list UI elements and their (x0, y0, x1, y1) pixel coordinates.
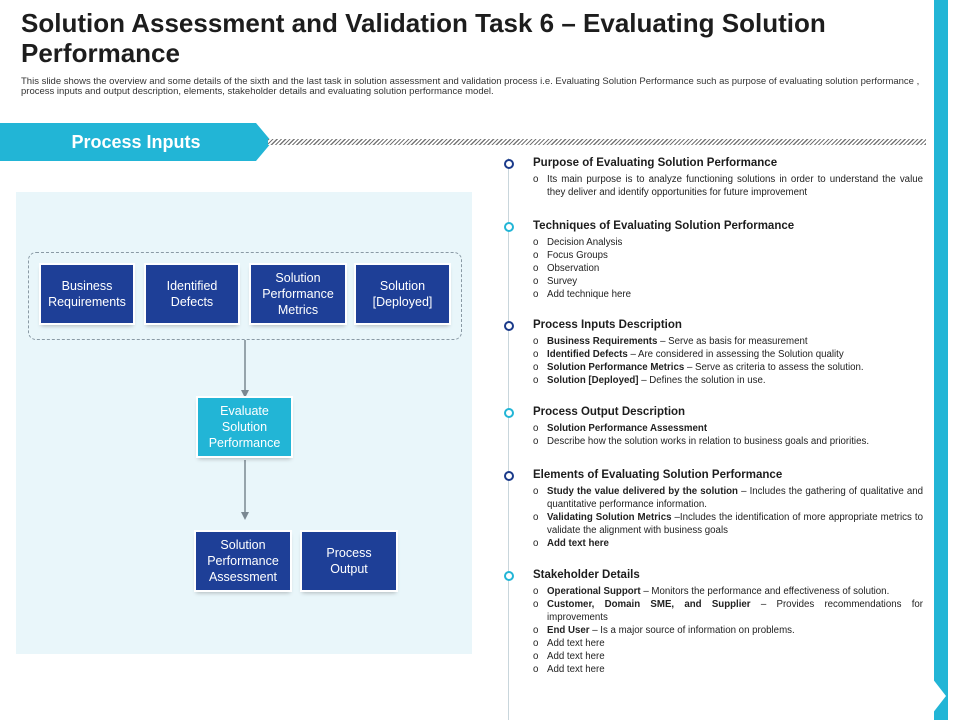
list-item (533, 275, 923, 288)
list-item (533, 422, 923, 435)
list-item (533, 650, 923, 663)
circle-bullet-icon: o (533, 586, 539, 597)
section-heading: Process Output Description (533, 406, 686, 418)
item-bold-text: Solution Performance Metrics (547, 362, 685, 373)
list-item (533, 374, 923, 387)
item-text: Its main purpose is to analyze functioning solutions in order to understand the value they deliver and identify opportunities for future improvement (547, 174, 923, 198)
item-bold-text: End User (547, 625, 590, 636)
item-text: – Provides recommendations for improvements (547, 599, 923, 623)
section-heading: Elements of Evaluating Solution Performance (533, 469, 783, 481)
item-text: Describe how the solution works in relation to business goals and priorities. (547, 436, 870, 447)
list-item (533, 485, 923, 511)
circle-bullet-icon: o (533, 599, 539, 610)
list-item (533, 262, 923, 275)
circle-bullet-icon: o (533, 538, 539, 549)
section-heading: Techniques of Evaluating Solution Performance (533, 220, 795, 232)
item-text: –Includes the identification of more appropriate metrics to validate the alignment with business goals (547, 512, 923, 536)
item-bold-text: Study the value delivered by the solution (547, 486, 738, 497)
output-box-process-output: Process Output (302, 532, 396, 590)
circle-bullet-icon: o (533, 263, 539, 274)
list-item (533, 637, 923, 650)
item-text: – Serve as basis for measurement (657, 336, 808, 347)
list-item (533, 236, 923, 249)
section-list (533, 236, 923, 301)
item-bold-text: Validating Solution Metrics (547, 512, 672, 523)
page-title: Solution Assessment and Validation Task 6 – Evaluating Solution Performance (21, 8, 826, 68)
item-text: – Includes the gathering of qualitative and quantitative performance information. (547, 486, 923, 510)
timeline-line (508, 158, 509, 720)
section-bullet-icon (504, 321, 514, 331)
process-box-evaluate-solution-performance: Evaluate Solution Performance (198, 398, 291, 456)
circle-bullet-icon: o (533, 486, 539, 497)
item-bold-text: Identified Defects (547, 349, 628, 360)
item-text: Add text here (547, 651, 605, 662)
item-text: Observation (547, 263, 600, 274)
list-item (533, 585, 923, 598)
list-item (533, 511, 923, 537)
circle-bullet-icon: o (533, 174, 539, 185)
list-item (533, 173, 923, 199)
input-box-identified-defects: Identified Defects (146, 265, 238, 323)
section-list (533, 585, 923, 676)
circle-bullet-icon: o (533, 375, 539, 386)
circle-bullet-icon: o (533, 349, 539, 360)
item-bold-text: Business Requirements (547, 336, 658, 347)
banner-label: Process Inputs (71, 132, 201, 152)
circle-bullet-icon: o (533, 664, 539, 675)
section-bullet-icon (504, 408, 514, 418)
item-text: Survey (547, 276, 578, 287)
item-text: Decision Analysis (547, 237, 623, 248)
list-item (533, 663, 923, 676)
item-bold-text: Solution Performance Assessment (547, 423, 708, 434)
section-bullet-icon (504, 222, 514, 232)
circle-bullet-icon: o (533, 336, 539, 347)
section-list (533, 173, 923, 199)
list-item (533, 624, 923, 637)
item-text: – Defines the solution in use. (638, 375, 766, 386)
input-box-solution-performance-metrics: Solution Performance Metrics (251, 265, 345, 323)
section-bullet-icon (504, 471, 514, 481)
item-text: Focus Groups (547, 250, 608, 261)
list-item (533, 537, 923, 550)
circle-bullet-icon: o (533, 250, 539, 261)
item-text: Add text here (547, 638, 605, 649)
circle-bullet-icon: o (533, 651, 539, 662)
item-bold-text: Solution [Deployed] (547, 375, 639, 386)
section-list (533, 485, 923, 550)
item-text: – Serve as criteria to assess the solution. (684, 362, 864, 373)
circle-bullet-icon: o (533, 289, 539, 300)
item-text: – Are considered in assessing the Solution quality (627, 349, 844, 360)
output-box-solution-performance-assessment: Solution Performance Assessment (196, 532, 290, 590)
circle-bullet-icon: o (533, 362, 539, 373)
page-subtitle: This slide shows the overview and some details of the sixth and the last task in solution assessment and validation process i.e. Evaluating Solution Performance such as purpose of evaluating solution performance , process inputs and output description, elements, stakeholder details and evaluating solution performance model. (21, 76, 920, 97)
item-text: – Is a major source of information on problems. (589, 625, 795, 636)
section-bullet-icon (504, 571, 514, 581)
item-text: Add text here (547, 664, 605, 675)
circle-bullet-icon: o (533, 237, 539, 248)
item-bold-text: Operational Support (547, 586, 641, 597)
section-heading: Purpose of Evaluating Solution Performance (533, 157, 778, 169)
circle-bullet-icon: o (533, 436, 539, 447)
list-item (533, 598, 923, 624)
section-list (533, 335, 923, 387)
section-heading: Stakeholder Details (533, 569, 640, 581)
input-box-solution-deployed: Solution [Deployed] (356, 265, 449, 323)
circle-bullet-icon: o (533, 625, 539, 636)
list-item (533, 348, 923, 361)
list-item (533, 335, 923, 348)
section-bullet-icon (504, 159, 514, 169)
item-text: – Monitors the performance and effectiveness of solution. (640, 586, 890, 597)
circle-bullet-icon: o (533, 512, 539, 523)
circle-bullet-icon: o (533, 276, 539, 287)
circle-bullet-icon: o (533, 423, 539, 434)
list-item (533, 288, 923, 301)
list-item (533, 361, 923, 374)
item-bold-text: Add text here (547, 538, 609, 549)
item-text: Add technique here (547, 289, 632, 300)
input-box-business-requirements: Business Requirements (41, 265, 133, 323)
section-list (533, 422, 923, 448)
circle-bullet-icon: o (533, 638, 539, 649)
section-heading: Process Inputs Description (533, 319, 682, 331)
list-item (533, 249, 923, 262)
item-bold-text: Customer, Domain SME, and Supplier (547, 599, 751, 610)
list-item (533, 435, 923, 448)
